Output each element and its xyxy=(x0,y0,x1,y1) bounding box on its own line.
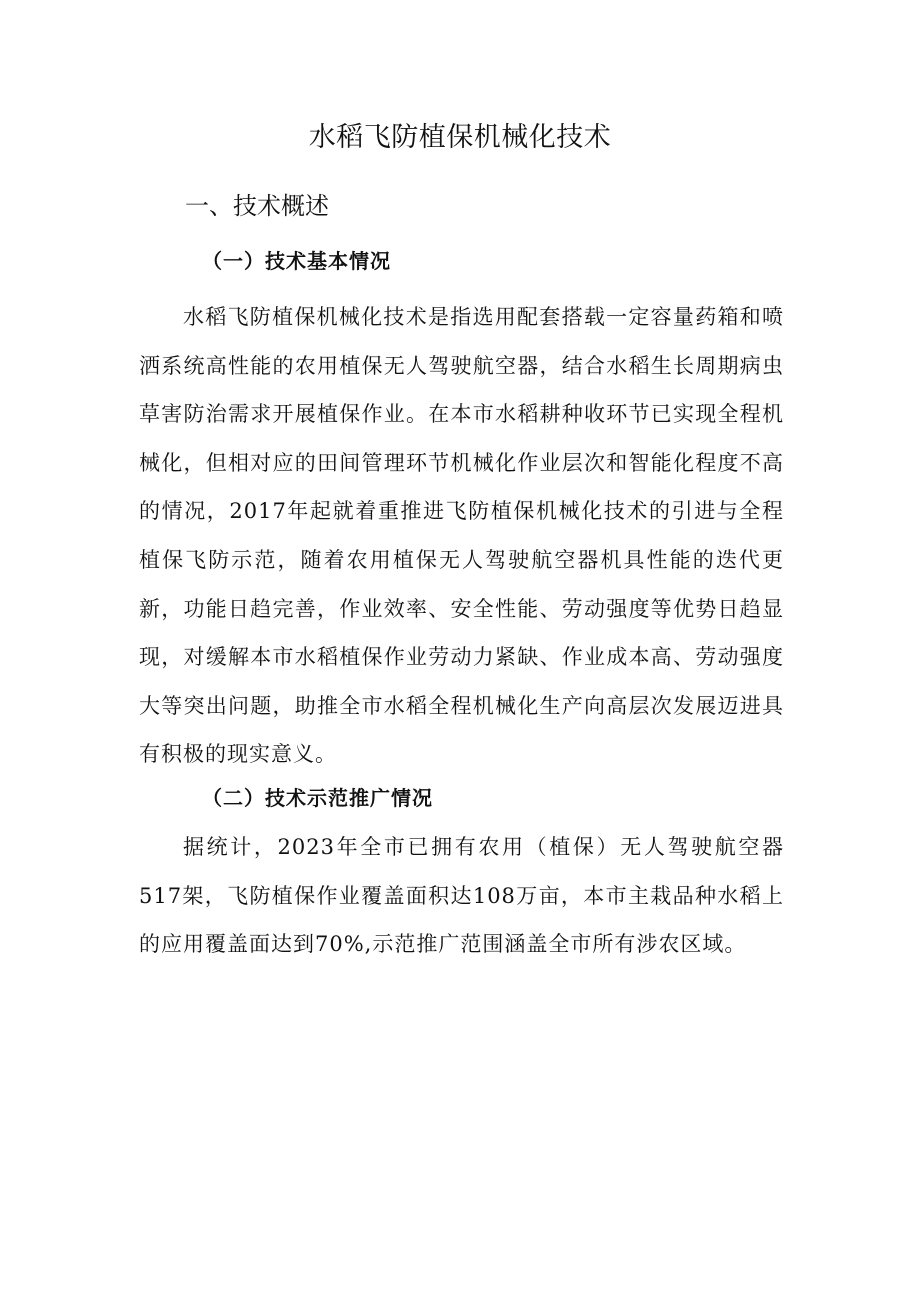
subsection-heading-basic: （一）技术基本情况 xyxy=(202,249,391,273)
section-heading: 一、技术概述 xyxy=(185,192,329,220)
paragraph-basic-situation: 水稻飞防植保机械化技术是指选用配套搭载一定容量药箱和喷洒系统高性能的农用植保无人驾驶航空器，结合水稻生长周期病虫草害防治需求开展植保作业。在本市水稻耕种收环节已实现全程机械化，但相对应的田间管理环节机械化作业层次和智能化程度不高的情况，2017年起就着重推进飞防植保机械化技术的引进与全程植保飞防示范，随着农用植保无人驾驶航空器机具性能的迭代更新，功能日趋完善，作业效率、安全性能、劳动强度等优势日趋显现，对缓解本市水稻植保作业劳动力紧缺、作业成本高、劳动强度大等突出问题，助推全市水稻全程机械化生产向高层次发展迈进具有积极的现实意义。 xyxy=(139,305,784,767)
document-title: 水稻飞防植保机械化技术 xyxy=(308,122,612,153)
subsection-heading-promotion: （二）技术示范推广情况 xyxy=(202,786,433,810)
paragraph-promotion-situation: 据统计，2023年全市已拥有农用（植保）无人驾驶航空器517架，飞防植保作业覆盖面积达108万亩，本市主栽品种水稻上的应用覆盖面达到70%,示范推广范围涵盖全市所有涉农区域。 xyxy=(139,835,784,957)
